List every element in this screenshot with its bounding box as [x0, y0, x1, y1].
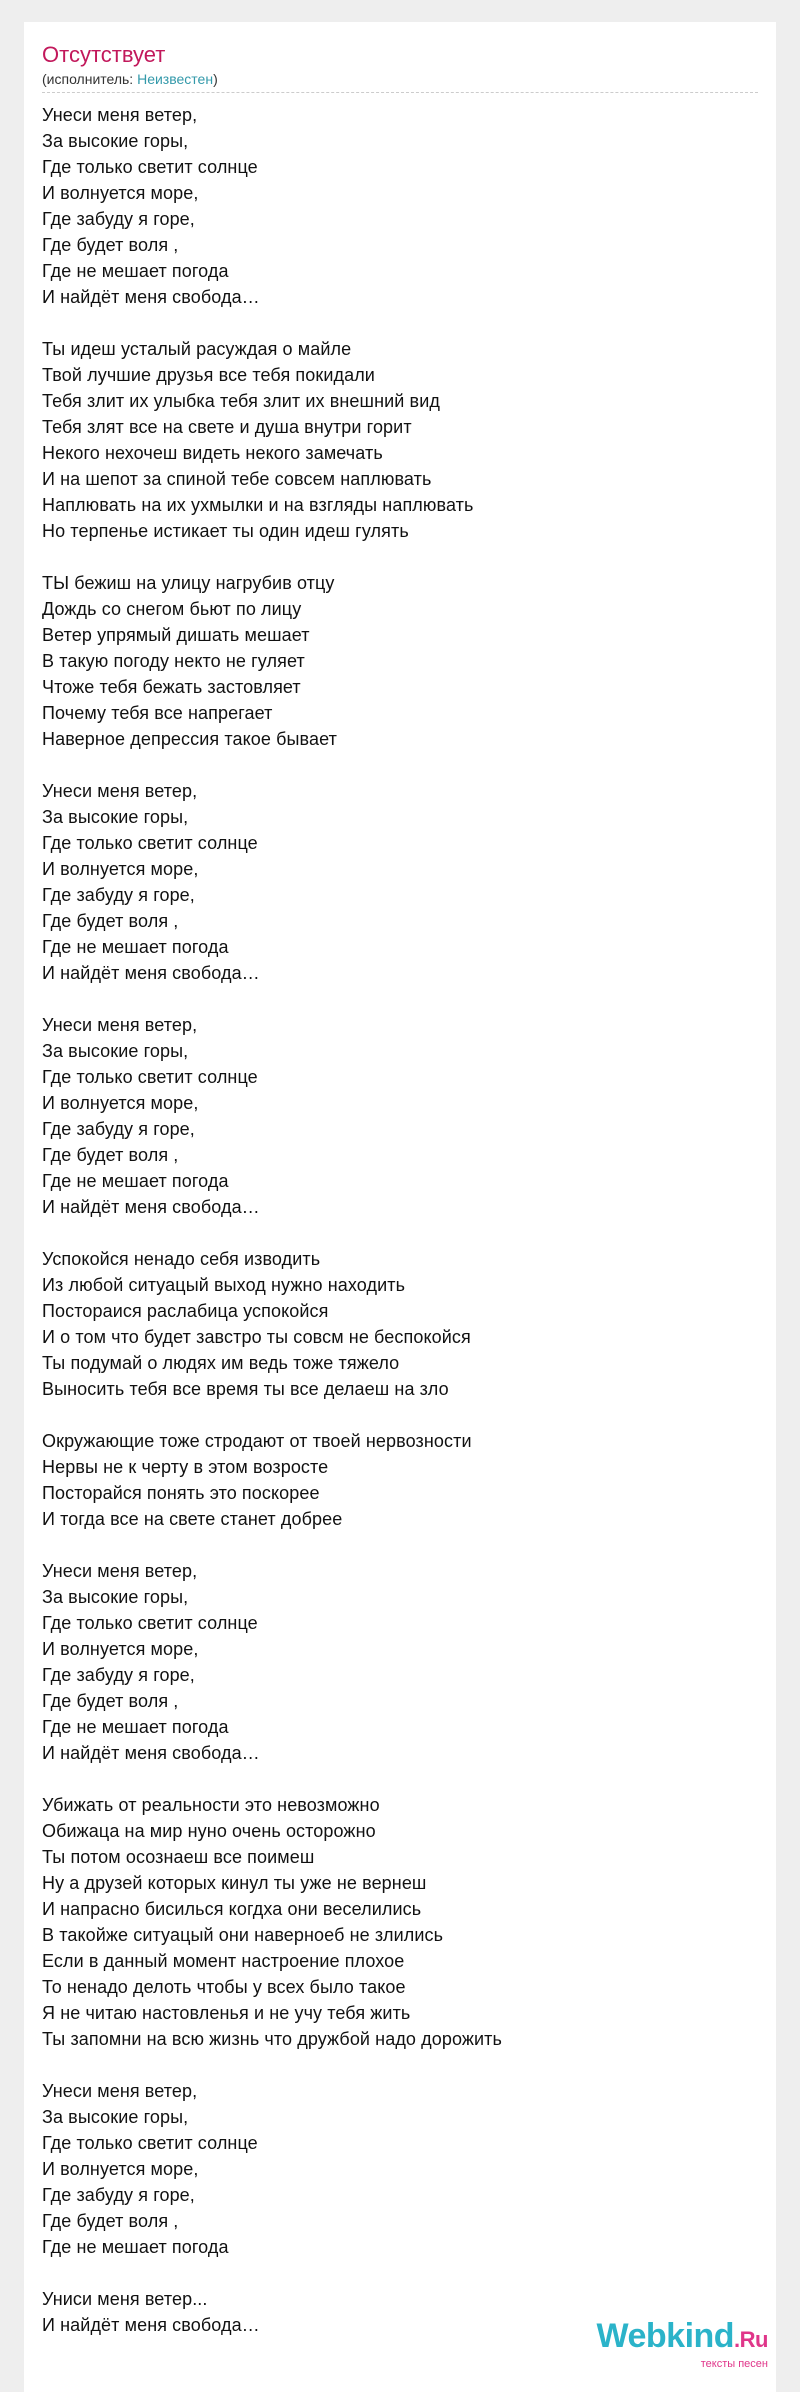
lyric-line: Наверное депрессия такое бывает [42, 729, 337, 749]
lyric-line: Где не мешает погода [42, 1717, 229, 1737]
lyric-line: И тогда все на свете станет добрее [42, 1509, 343, 1529]
song-title: Отсутствует [42, 42, 166, 67]
lyric-line: И волнуется море, [42, 183, 199, 203]
lyric-line: И найдёт меня свобода… [42, 2315, 260, 2335]
lyric-line: Где будет воля , [42, 1691, 179, 1711]
stanza [42, 2078, 758, 2260]
lyric-line: За высокие горы, [42, 807, 189, 827]
lyric-line: Унеси меня ветер, [42, 105, 198, 125]
lyric-line: Где забуду я горе, [42, 2185, 195, 2205]
lyric-line: Ты потом осознаеш все поимеш [42, 1847, 315, 1867]
lyric-line: И найдёт меня свобода… [42, 963, 260, 983]
lyric-line: В такую погоду некто не гуляет [42, 651, 305, 671]
lyric-line: Успокойся ненадо себя изводить [42, 1249, 321, 1269]
lyrics-card [24, 22, 776, 2392]
lyric-line: Где не мешает погода [42, 1171, 229, 1191]
lyric-line: Где только светит солнце [42, 1067, 258, 1087]
lyric-line: Где только светит солнце [42, 2133, 258, 2153]
lyric-line: И напрасно бисилься когдха они веселились [42, 1899, 422, 1919]
stanza [42, 778, 758, 986]
lyric-line: Ты подумай о людях им ведь тоже тяжело [42, 1353, 400, 1373]
lyric-line: Унеси меня ветер, [42, 1015, 198, 1035]
lyric-line: Твой лучшие друзья все тебя покидали [42, 365, 375, 385]
artist-prefix: (исполнитель: [42, 71, 138, 87]
lyric-line: За высокие горы, [42, 1587, 189, 1607]
lyric-line: Почему тебя все напрегает [42, 703, 273, 723]
lyric-line: Где будет воля , [42, 235, 179, 255]
lyric-line: Тебя злят все на свете и душа внутри горит [42, 417, 412, 437]
lyric-line: То ненадо делоть чтобы у всех было такое [42, 1977, 406, 1997]
lyric-line: ТЫ бежиш на улицу нагрубив отцу [42, 573, 335, 593]
lyric-line: Выносить тебя все время ты все делаеш на зло [42, 1379, 449, 1399]
lyric-line: И найдёт меня свобода… [42, 1743, 260, 1763]
lyric-line: Где будет воля , [42, 911, 179, 931]
lyric-line: Если в данный момент настроение плохое [42, 1951, 405, 1971]
lyric-line: За высокие горы, [42, 1041, 189, 1061]
stanza [42, 336, 758, 544]
lyric-line: Унеси меня ветер, [42, 2081, 198, 2101]
lyric-line: Унеси меня ветер, [42, 1561, 198, 1581]
lyric-line: И волнуется море, [42, 1093, 199, 1113]
lyric-line: И волнуется море, [42, 1639, 199, 1659]
stanza [42, 1428, 758, 1532]
lyric-line: И на шепот за спиной тебе совсем наплювать [42, 469, 432, 489]
lyric-line: И волнуется море, [42, 2159, 199, 2179]
lyric-line: Где не мешает погода [42, 2237, 229, 2257]
lyric-line: Из любой ситуацый выход нужно находить [42, 1275, 406, 1295]
logo-tagline: тексты песен [700, 2358, 768, 2370]
lyric-line: Где только светит солнце [42, 1613, 258, 1633]
lyric-line: Некого нехочеш видеть некого замечать [42, 443, 383, 463]
artist-suffix: ) [213, 71, 218, 87]
stanza [42, 570, 758, 752]
lyric-line: За высокие горы, [42, 2107, 189, 2127]
lyrics-text [42, 102, 758, 2338]
lyric-line: Я не читаю настовленья и не учу тебя жить [42, 2003, 411, 2023]
lyric-line: Где только светит солнце [42, 833, 258, 853]
lyric-line: Унеси меня ветер, [42, 781, 198, 801]
lyric-line: Чтоже тебя бежать застовляет [42, 677, 301, 697]
lyric-line: Тебя злит их улыбка тебя злит их внешний вид [42, 391, 440, 411]
lyric-line: Окружающие тоже стродают от твоей нервозности [42, 1431, 472, 1451]
lyric-line: Обижаца на мир нуно очень осторожно [42, 1821, 376, 1841]
stanza [42, 1792, 758, 2052]
lyric-line: Где забуду я горе, [42, 1665, 195, 1685]
artist-line [42, 70, 758, 88]
header-divider [42, 92, 758, 93]
lyric-line: Дождь со снегом бьют по лицу [42, 599, 302, 619]
lyric-line: Где забуду я горе, [42, 885, 195, 905]
lyric-line: Где забуду я горе, [42, 1119, 195, 1139]
lyric-line: Где будет воля , [42, 1145, 179, 1165]
lyric-line: Ветер упрямый дишать мешает [42, 625, 310, 645]
lyric-line: И о том что будет завстро ты совсм не беспокойся [42, 1327, 471, 1347]
lyric-line: Где только светит солнце [42, 157, 258, 177]
lyric-line: Постораися раслабица успокойся [42, 1301, 329, 1321]
lyric-line: Где не мешает погода [42, 937, 229, 957]
lyric-line: Ты идеш усталый расуждая о майле [42, 339, 352, 359]
lyric-line: И найдёт меня свобода… [42, 287, 260, 307]
lyric-line: И найдёт меня свобода… [42, 1197, 260, 1217]
stanza [42, 1558, 758, 1766]
artist-link[interactable]: Неизвестен [137, 71, 214, 87]
lyric-line: Где будет воля , [42, 2211, 179, 2231]
lyric-line: Где не мешает погода [42, 261, 229, 281]
lyric-line: Где забуду я горе, [42, 209, 195, 229]
lyric-line: Убижать от реальности это невозможно [42, 1795, 380, 1815]
lyric-line: И волнуется море, [42, 859, 199, 879]
logo-name: Webkind [596, 2317, 735, 2355]
lyric-line: В такойже ситуацый они наверноеб не злились [42, 1925, 444, 1945]
lyric-line: Но терпенье истикает ты один идеш гулять [42, 521, 409, 541]
logo-wordmark [597, 2319, 769, 2357]
lyric-line: За высокие горы, [42, 131, 189, 151]
lyric-line: Посторайся понять это поскорее [42, 1483, 320, 1503]
lyric-line: Ты запомни на всю жизнь что дружбой надо дорожить [42, 2029, 502, 2049]
lyric-line: Наплювать на их ухмылки и на взгляды наплювать [42, 495, 474, 515]
site-logo[interactable] [597, 2319, 769, 2370]
lyric-line: Униси меня ветер... [42, 2289, 208, 2309]
stanza [42, 1012, 758, 1220]
stanza [42, 102, 758, 310]
logo-tld: .Ru [734, 2327, 768, 2352]
stanza [42, 1246, 758, 1402]
lyric-line: Ну а друзей которых кинул ты уже не вернеш [42, 1873, 427, 1893]
lyric-line: Нервы не к черту в этом возросте [42, 1457, 329, 1477]
